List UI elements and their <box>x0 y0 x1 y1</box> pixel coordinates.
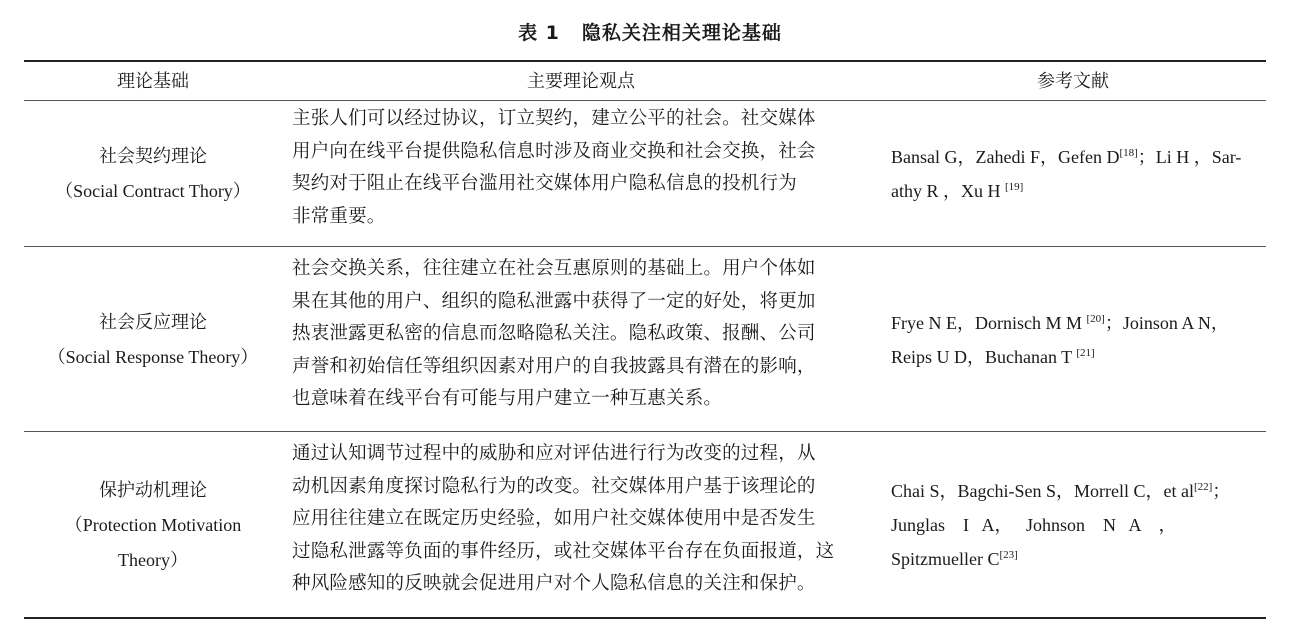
view-line: 种风险感知的反映就会促进用户对个人隐私信息的关注和保护。 <box>292 573 816 595</box>
ref-line: Junglas I A， Johnson N A ， <box>891 515 1177 535</box>
ref-line: Bansal G，Zahedi F，Gefen D[18]；Li H ，Sar- <box>891 147 1242 167</box>
table-caption <box>0 18 1300 45</box>
citation-marker: [23] <box>999 549 1018 561</box>
citation-marker: [22] <box>1193 481 1213 493</box>
view-cell-1 <box>292 103 867 233</box>
view-line: 过隐私泄露等负面的事件经历，或社交媒体平台存在负面报道，这 <box>292 540 835 562</box>
header-theory: 理论基础 <box>117 71 189 92</box>
view-cell-2 <box>292 253 867 416</box>
table-number: 表 1 <box>518 22 560 44</box>
theory-en: Theory） <box>118 550 188 570</box>
header-view: 主要理论观点 <box>527 71 635 92</box>
refs-cell-2 <box>891 306 1261 374</box>
refs-cell-3 <box>891 474 1261 576</box>
top-rule <box>24 60 1266 62</box>
theory-cell-3 <box>24 473 282 578</box>
bottom-rule <box>24 617 1266 619</box>
theory-en: （Social Response Theory） <box>47 347 259 367</box>
refs-cell-1 <box>891 140 1261 208</box>
view-line: 也意味着在线平台有可能与用户建立一种互惠关系。 <box>292 388 723 410</box>
theory-cell-2 <box>24 305 282 375</box>
row-divider-1 <box>24 246 1266 247</box>
view-line: 通过认知调节过程中的威胁和应对评估进行行为改变的过程，从 <box>292 443 816 464</box>
view-line: 主张人们可以经过协议，订立契约，建立公平的社会。社交媒体 <box>292 108 816 129</box>
view-cell-3 <box>292 438 867 601</box>
theory-cn: 社会反应理论 <box>99 312 207 333</box>
ref-line: athy R ，Xu H [19] <box>891 181 1024 201</box>
theory-en: （Protection Motivation <box>64 515 242 535</box>
citation-marker: [20] <box>1086 313 1105 325</box>
view-line: 果在其他的用户、组织的隐私泄露中获得了一定的好处，将更加 <box>292 290 816 312</box>
citation-marker: [18] <box>1119 147 1138 159</box>
view-line: 热衷泄露更私密的信息而忽略隐私关注。隐私政策、报酬、公司 <box>292 323 816 345</box>
theory-cn: 保护动机理论 <box>99 480 207 501</box>
table-title: 隐私关注相关理论基础 <box>581 22 782 44</box>
ref-line: Chai S，Bagchi-Sen S，Morrell C，et al[22]； <box>891 481 1231 501</box>
row-divider-2 <box>24 431 1266 432</box>
view-line: 契约对于阻止在线平台滥用社交媒体用户隐私信息的投机行为 <box>292 173 797 195</box>
ref-line: Reips U D，Buchanan T [21] <box>891 347 1095 367</box>
theory-cn: 社会契约理论 <box>99 146 207 167</box>
view-line: 非常重要。 <box>292 205 386 227</box>
citation-marker: [21] <box>1076 347 1095 359</box>
view-line: 声誉和初始信任等组织因素对用户的自我披露具有潜在的影响， <box>292 355 816 377</box>
ref-line: Spitzmueller C[23] <box>891 549 1018 569</box>
header-refs: 参考文献 <box>1037 71 1109 92</box>
citation-marker: [19] <box>1005 181 1024 193</box>
view-line: 社会交换关系，往往建立在社会互惠原则的基础上。用户个体如 <box>292 258 816 279</box>
view-line: 用户向在线平台提供隐私信息时涉及商业交换和社会交换，社会 <box>292 140 816 162</box>
theory-en: （Social Contract Thory） <box>55 181 251 201</box>
theory-cell-1 <box>24 139 282 209</box>
header-rule <box>24 100 1266 101</box>
view-line: 动机因素角度探讨隐私行为的改变。社交媒体用户基于该理论的 <box>292 475 816 497</box>
ref-line: Frye N E，Dornisch M M [20]；Joinson A N， <box>891 313 1229 333</box>
view-line: 应用往往建立在既定历史经验，如用户社交媒体使用中是否发生 <box>292 508 816 530</box>
